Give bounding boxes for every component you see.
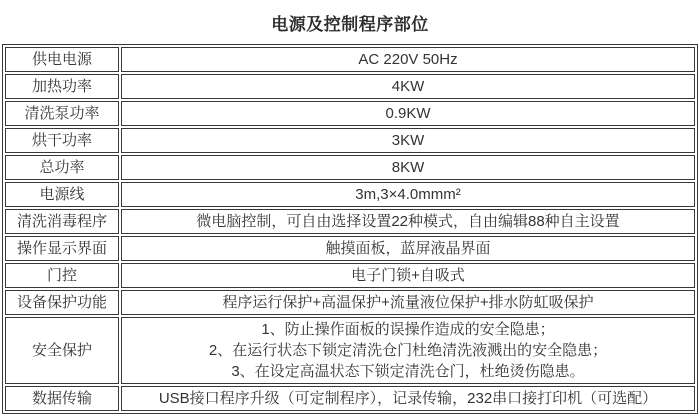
row-label: 供电电源 [5, 47, 119, 72]
row-value: 微电脑控制，可自由选择设置22种模式，自由编辑88种自主设置 [121, 209, 695, 234]
spec-table-body [5, 47, 695, 411]
table-row-door-control [5, 263, 695, 288]
row-value: 触摸面板，蓝屏液晶界面 [121, 236, 695, 261]
row-label: 设备保护功能 [5, 290, 119, 315]
page-title: 电源及控制程序部位 [271, 15, 429, 34]
table-row-data-transfer [5, 386, 695, 411]
table-row-power-cord [5, 182, 695, 207]
table-row-drying-power [5, 128, 695, 153]
table-row-wash-program [5, 209, 695, 234]
safety-line-2: 2、在运行状态下锁定清洗仓门杜绝清洗液溅出的安全隐患； [208, 342, 608, 359]
row-value: 8KW [121, 155, 695, 180]
row-label: 数据传输 [5, 386, 119, 411]
row-value: 4KW [121, 74, 695, 99]
row-value [121, 317, 695, 384]
row-label: 烘干功率 [5, 128, 119, 153]
safety-line-1: 1、防止操作面板的误操作造成的安全隐患； [261, 321, 555, 338]
table-row-pump-power [5, 101, 695, 126]
table-row-power-supply [5, 47, 695, 72]
row-label: 电源线 [5, 182, 119, 207]
row-value: 0.9KW [121, 101, 695, 126]
row-label: 安全保护 [5, 317, 119, 384]
row-value: 3KW [121, 128, 695, 153]
table-row-total-power [5, 155, 695, 180]
table-row-display-interface [5, 236, 695, 261]
row-label: 门控 [5, 263, 119, 288]
spec-table [2, 44, 698, 414]
row-value: 3m,3×4.0mmm² [121, 182, 695, 207]
row-value: USB接口程序升级（可定制程序），记录传输，232串口接打印机（可选配） [121, 386, 695, 411]
safety-line-3: 3、在设定高温状态下锁定清洗仓门，杜绝烫伤隐患。 [231, 363, 585, 380]
row-value: AC 220V 50Hz [121, 47, 695, 72]
table-row-protection-functions [5, 290, 695, 315]
row-value: 程序运行保护+高温保护+流量液位保护+排水防虹吸保护 [121, 290, 695, 315]
row-label: 总功率 [5, 155, 119, 180]
row-label: 操作显示界面 [5, 236, 119, 261]
row-label: 加热功率 [5, 74, 119, 99]
table-row-safety-protection [5, 317, 695, 384]
row-value: 电子门锁+自吸式 [121, 263, 695, 288]
row-label: 清洗消毒程序 [5, 209, 119, 234]
row-label: 清洗泵功率 [5, 101, 119, 126]
table-row-heating-power [5, 74, 695, 99]
